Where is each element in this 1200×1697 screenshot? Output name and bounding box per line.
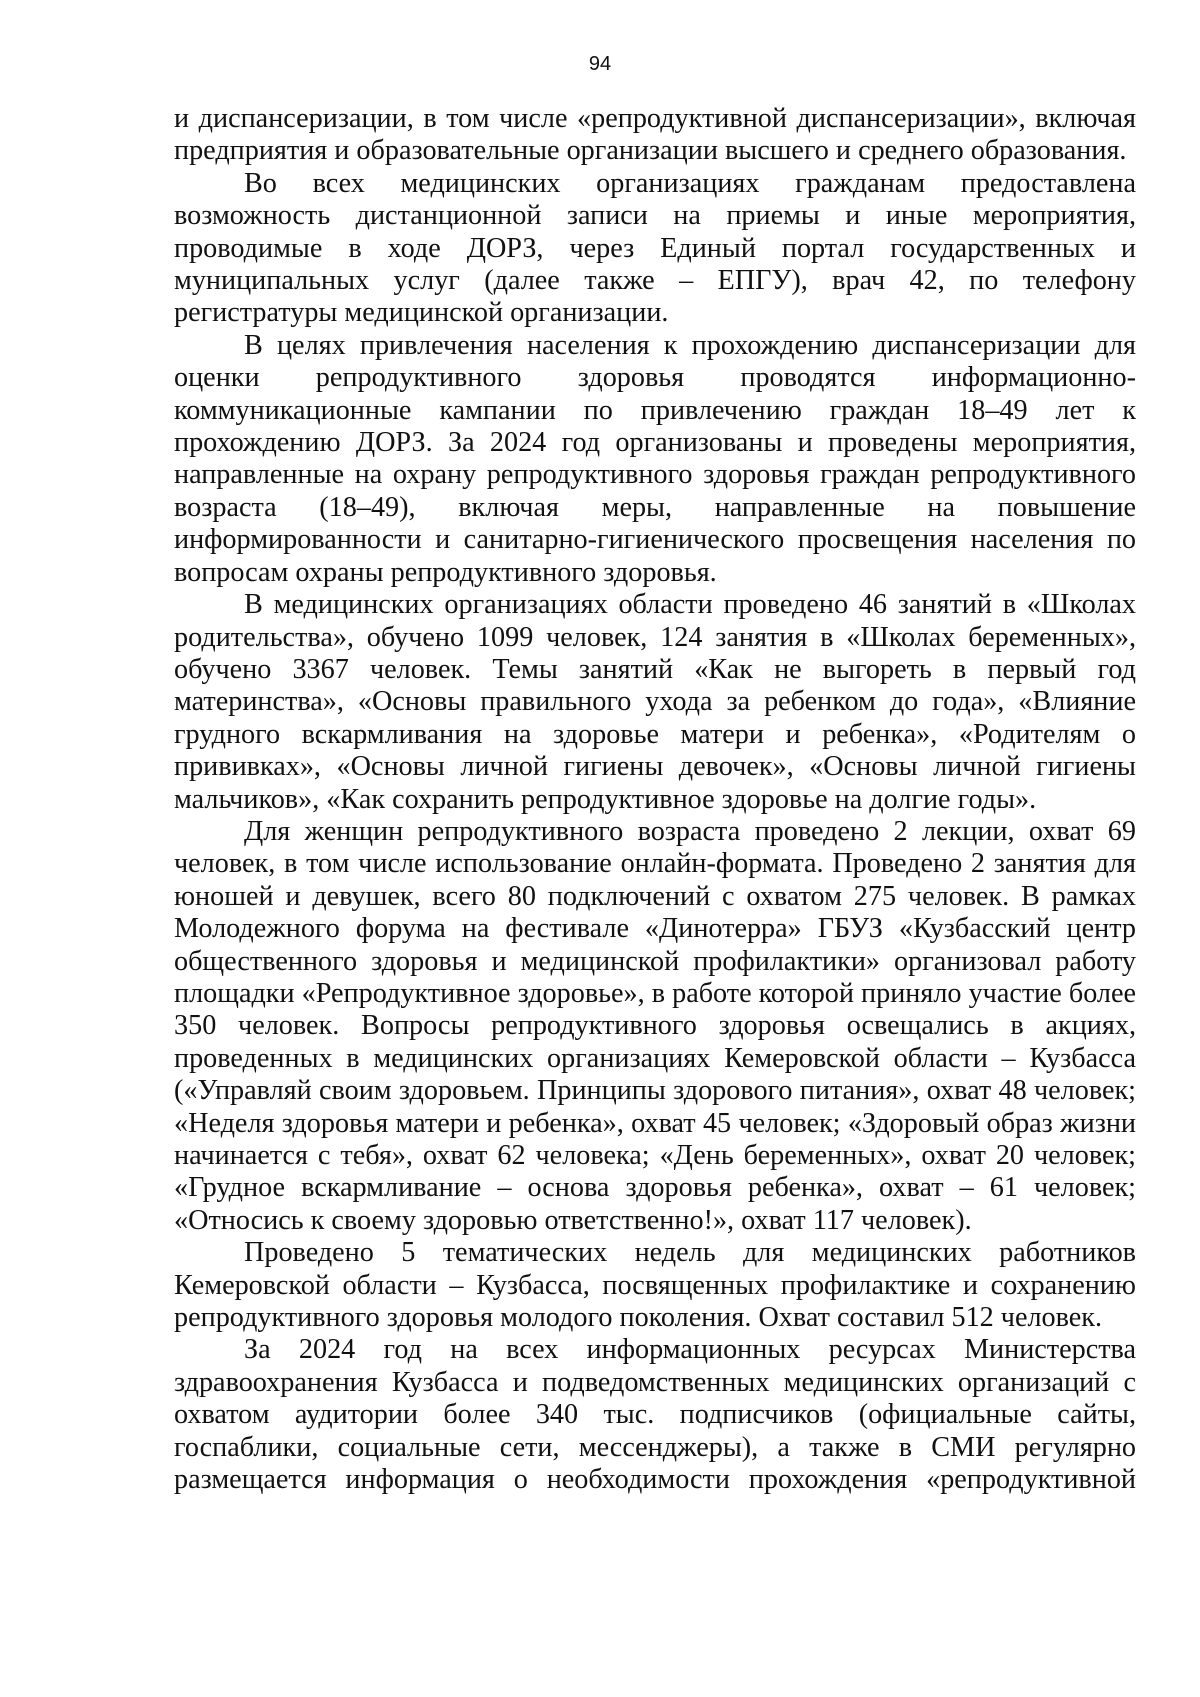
document-body: [174, 103, 1136, 1496]
paragraph-continuation: и диспансеризации, в том числе «репродуктивной диспансеризации», включая предприятия и образовательные организации высшего и среднего образования.: [174, 103, 1136, 167]
paragraph-information-campaigns: В целях привлечения населения к прохождению диспансеризации для оценки репродуктивного здоровья проводятся информационно-коммуникационные кампании по привлечению граждан 18–49 лет к прохождению ДОРЗ. За 2024 год организованы и проведены мероприятия, направленные на охрану репродуктивного здоровья граждан репродуктивного возраста (18–49), включая меры, направленные на повышение информированности и санитарно-гигиенического просвещения населения по вопросам охраны репродуктивного здоровья.: [174, 329, 1136, 588]
paragraph-remote-appointment: Во всех медицинских организациях гражданам предоставлена возможность дистанционной записи на приемы и иные мероприятия, проводимые в ходе ДОРЗ, через Единый портал государственных и муниципальных услуг (далее также – ЕПГУ), врач 42, по телефону регистратуры медицинской организации.: [174, 167, 1136, 329]
page-number: 94: [588, 53, 612, 75]
paragraph-media-information: За 2024 год на всех информационных ресурсах Министерства здравоохранения Кузбасса и подведомственных медицинских организаций с охватом аудитории более 340 тыс. подписчиков (официальные сайты, госпаблики, социальные сети, мессенджеры), а также в СМИ регулярно размещается информация о необходимости прохождения «репродуктивной: [174, 1334, 1136, 1496]
paragraph-parent-schools: В медицинских организациях области проведено 46 занятий в «Школах родительства», обучено 1099 человек, 124 занятия в «Школах беременных», обучено 3367 человек. Темы занятий «Как не выгореть в первый год материнства», «Основы правильного ухода за ребенком до года», «Влияние грудного вскармливания на здоровье матери и ребенка», «Родителям о прививках», «Основы личной гигиены девочек», «Основы личной гигиены мальчиков», «Как сохранить репродуктивное здоровье на долгие годы».: [174, 589, 1136, 815]
paragraph-thematic-weeks: Проведено 5 тематических недель для медицинских работников Кемеровской области – Кузбасса, посвященных профилактике и сохранению репродуктивного здоровья молодого поколения. Охват составил 512 человек.: [174, 1237, 1136, 1334]
paragraph-lectures-and-actions: Для женщин репродуктивного возраста проведено 2 лекции, охват 69 человек, в том числе использование онлайн-формата. Проведено 2 занятия для юношей и девушек, всего 80 подключений с охватом 275 человек. В рамках Молодежного форума на фестивале «Динотерра» ГБУЗ «Кузбасский центр общественного здоровья и медицинской профилактики» организовал работу площадки «Репродуктивное здоровье», в работе которой приняло участие более 350 человек. Вопросы репродуктивного здоровья освещались в акциях, проведенных в медицинских организациях Кемеровской области – Кузбасса («Управляй своим здоровьем. Принципы здорового питания», охват 48 человек; «Неделя здоровья матери и ребенка», охват 45 человек; «Здоровый образ жизни начинается с тебя», охват 62 человека; «День беременных», охват 20 человек; «Грудное вскармливание – основа здоровья ребенка», охват – 61 человек; «Относись к своему здоровью ответственно!», охват 117 человек).: [174, 815, 1136, 1236]
